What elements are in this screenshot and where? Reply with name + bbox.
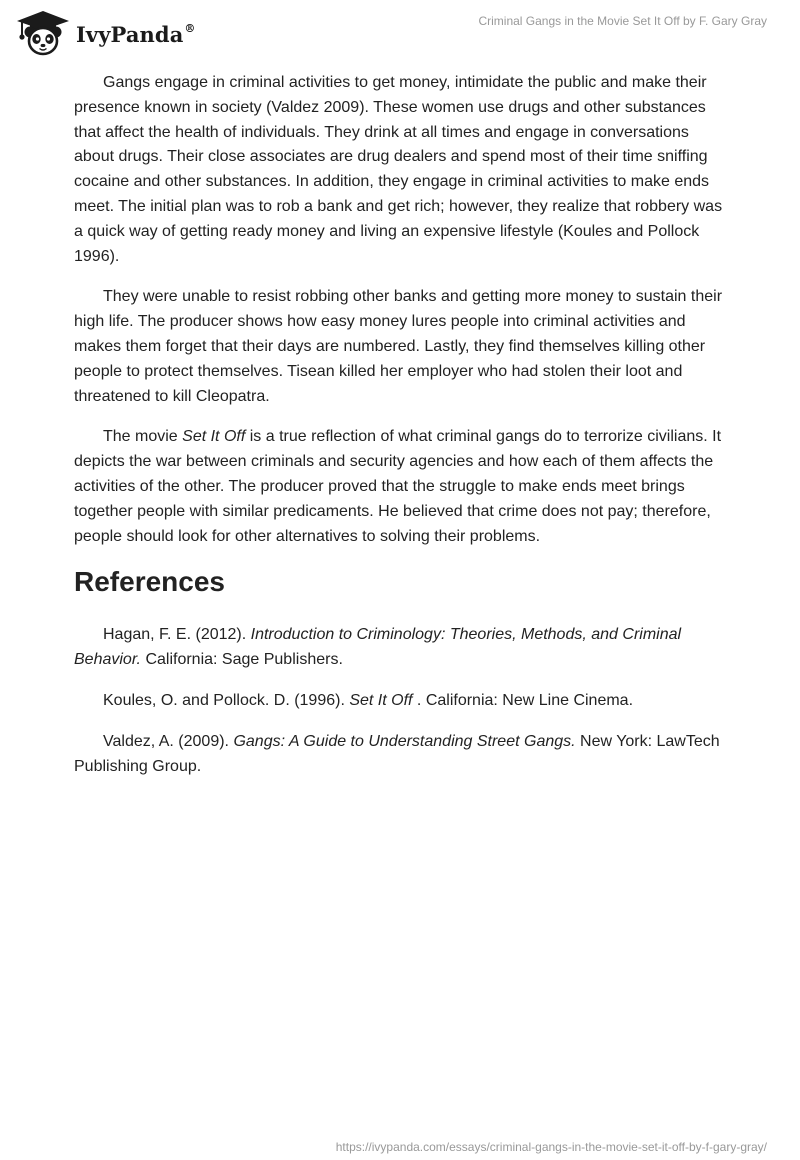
- brand-name: IvyPanda®: [76, 21, 196, 47]
- registered-mark: ®: [184, 21, 196, 35]
- panda-graduate-icon: [14, 8, 72, 56]
- body-paragraph-2: They were unable to resist robbing other banks and getting more money to sustain their high life. The producer shows how easy money lures people into criminal activities and makes them forget that their days are numbered. Lastly, they find themselves killing other people to protect themselves. Tisean killed her employer who had stolen their loot and threatened to kill Cleopatra.: [74, 288, 723, 405]
- essay-content: [74, 71, 728, 795]
- body-paragraph-1: Gangs engage in criminal activities to get money, intimidate the public and make their presence known in society (Valdez 2009). These women use drugs and other substances that affect the health of individuals. They drink at all times and engage in conversations about drugs. Their close associates are drug dealers and spend most of their time sniffing cocaine and other substances. In addition, they engage in criminal activities to make ends meet. The initial plan was to rob a bank and get rich; however, they realize that robbery was a quick way of getting ready money and living an expensive lifestyle (Koules and Pollock 1996).: [74, 74, 723, 265]
- references-heading: References: [74, 566, 225, 598]
- reference-item-1: Hagan, F. E. (2012). Introduction to Criminology: Theories, Methods, and Criminal Behavior. California: Sage Publishers.: [74, 626, 682, 669]
- reference-item-3: Valdez, A. (2009). Gangs: A Guide to Understanding Street Gangs. New York: LawTech Publishing Group.: [74, 732, 720, 775]
- reference-item-2: Koules, O. and Pollock. D. (1996). Set It Off . California: New Line Cinema.: [103, 691, 634, 709]
- body-paragraph-3: The movie Set It Off is a true reflection of what criminal gangs do to terrorize civilians. It depicts the war between criminals and security agencies and how each of them affects the activities of the other. The producer proved that the struggle to make ends meet brings together people with similar predicaments. He believed that crime does not pay; therefore, people should look for other alternatives to solving their problems.: [74, 428, 722, 545]
- page-header: [0, 0, 800, 62]
- ivypanda-logo[interactable]: [14, 7, 196, 57]
- source-url[interactable]: https://ivypanda.com/essays/criminal-gangs-in-the-movie-set-it-off-by-f-gary-gray/: [335, 1140, 767, 1154]
- movie-title: Set It Off: [182, 428, 246, 446]
- document-title: Criminal Gangs in the Movie Set It Off by F. Gary Gray: [478, 14, 767, 28]
